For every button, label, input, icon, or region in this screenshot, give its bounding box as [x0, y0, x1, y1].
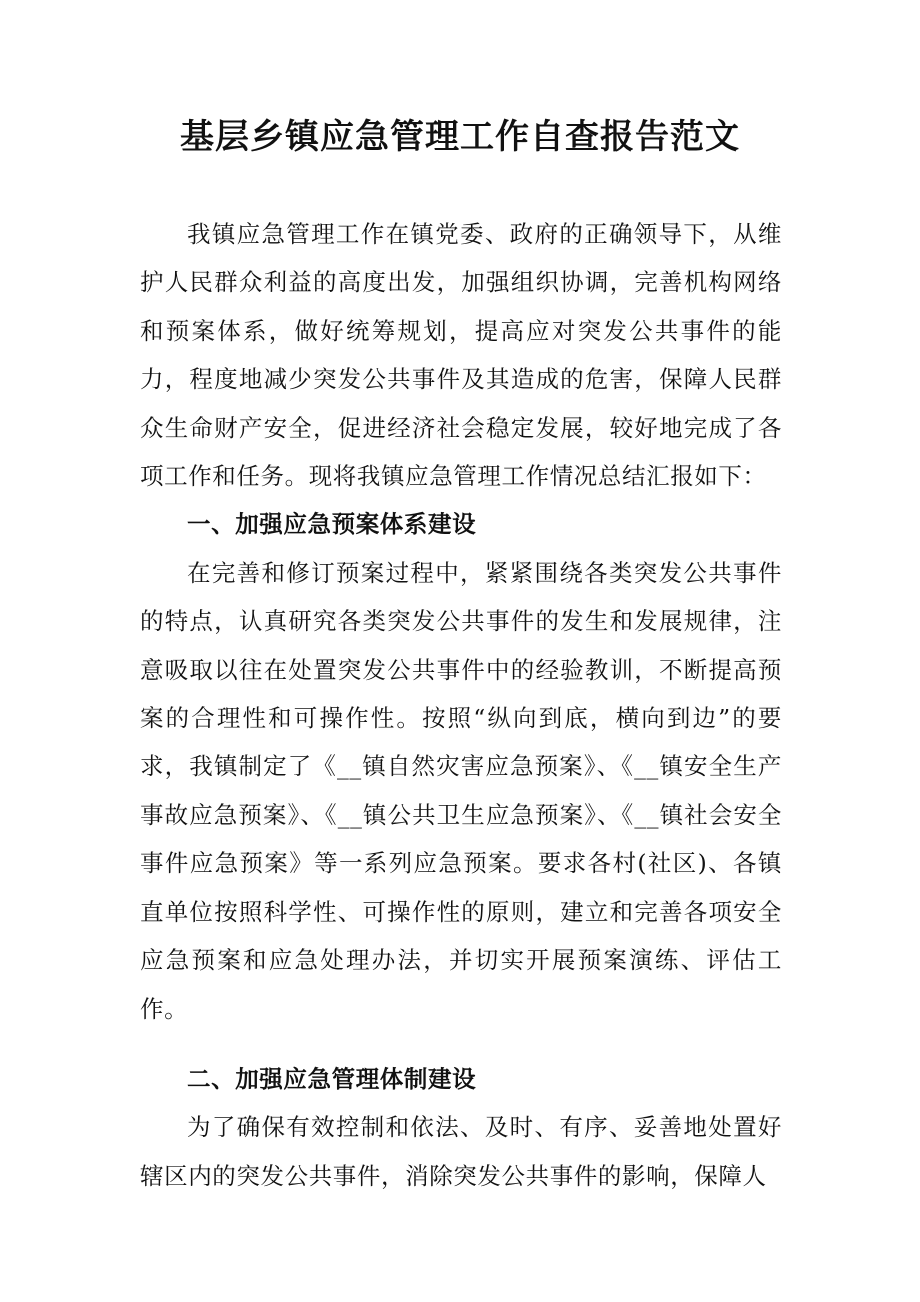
section-1-paragraph: 在完善和修订预案过程中，紧紧围绕各类突发公共事件的特点，认真研究各类突发公共事件的发生和发展规律，注意吸取以往在处置突发公共事件中的经验教训，不断提高预案的合理性和可操作性。按照“纵向到底，横向到边”的要求，我镇制定了《__镇自然灾害应急预案》、《__镇安全生产事故应急预案》、《__镇公共卫生应急预案》、《__镇社会安全事件应急预案》等一系列应急预案。要求各村(社区)、各镇直单位按照科学性、可操作性的原则，建立和完善各项安全应急预案和应急处理办法，并切实开展预案演练、评估工作。 — [140, 558, 782, 1023]
section-2-heading: 二、加强应急管理体制建设 — [187, 1064, 477, 1093]
intro-paragraph: 我镇应急管理工作在镇党委、政府的正确领导下，从维护人民群众利益的高度出发，加强组织协调，完善机构网络和预案体系，做好统筹规划，提高应对突发公共事件的能力，程度地减少突发公共事件及其造成的危害，保障人民群众生命财产安全，促进经济社会稳定发展，较好地完成了各项工作和任务。现将我镇应急管理工作情况总结汇报如下： — [140, 220, 782, 491]
document-body — [140, 210, 782, 1200]
section-2-paragraph: 为了确保有效控制和依法、及时、有序、妥善地处置好辖区内的突发公共事件，消除突发公共事件的影响，保障人 — [140, 1113, 782, 1190]
document-title: 基层乡镇应急管理工作自查报告范文 — [180, 117, 740, 157]
section-1-heading: 一、加强应急预案体系建设 — [187, 510, 477, 539]
